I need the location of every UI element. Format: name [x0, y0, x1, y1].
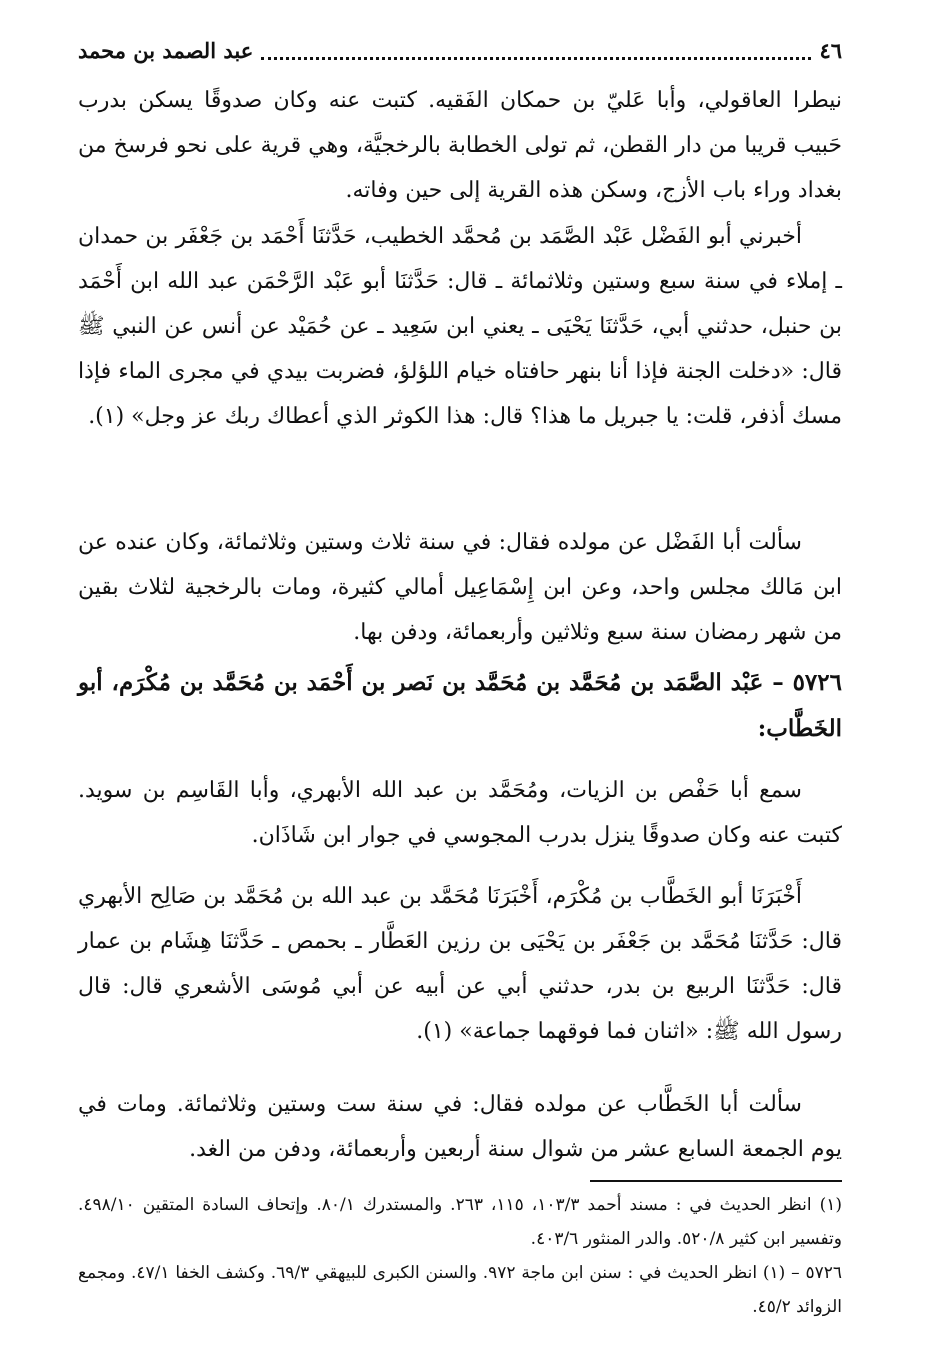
footnote-1: (١) انظر الحديث في : مسند أحمد ١٠٣/٣، ١١٥، ٢٦٣. والمستدرك ٨٠/١. وإتحاف السادة المتقين ٤٩٨/١٠. وتفسير ابن كثير ٥٢٠/٨. والدر المنثور ٤٠٣/٦.: [78, 1195, 843, 1249]
paragraph-entry-5726-bio: سمع أبا حَفْص بن الزيات، ومُحَمَّد بن عبد الله الأبهري، وأبا القَاسِم بن سويد. كتبت عنه وكان صدوقًا ينزل بدرب المجوسي في جوار ابن شَاذَان.: [78, 778, 842, 848]
page-number: ٤٦: [819, 37, 842, 63]
header-dot-leader: [261, 41, 811, 60]
entry-heading-5726: ٥٧٢٦ – عَبْد الصَّمَد بن مُحَمَّد بن مُحَمَّد بن نَصر بن أَحْمَد بن مُحَمَّد بن مُكْرَم، أبو الخَطَّاب:: [78, 669, 842, 742]
paragraph-hadith-chain-2: أَخْبَرَنَا أبو الخَطَّاب بن مُكْرَم، أَخْبَرَنَا مُحَمَّد بن عبد الله بن مُحَمَّد بن صَالِح الأبهري قال: حَدَّثنَا مُحَمَّد بن جَعْفَر بن يَحْيَى بن رزين العَطَّار ـ بحمص ـ حَدَّثنَا هِشَام بن عمار قال: حَدَّثنَا الربيع بن بدر، حدثني أبي عن أبيه عن أبي مُوسَى الأشعري قال: قال رسول الله ﷺ: «اثنان فما فوقهما جماعة» (١).: [78, 884, 842, 1044]
running-header: [78, 30, 842, 70]
paragraph-hadith-chain-1: أخبرني أبو الفَضْل عَبْد الصَّمَد بن مُحمَّد الخطيب، حَدَّثنَا أَحْمَد بن جَعْفَر بن حمدان ـ إملاء في سنة سبع وستين وثلاثمائة ـ قال: حَدَّثنَا أبو عَبْد الرَّحْمَن عبد الله ابن أَحْمَد بن حنبل، حدثني أبي، حَدَّثنَا يَحْيَى ـ يعني ابن سَعِيد ـ عن حُمَيْد عن أنس عن النبي ﷺ قال: «دخلت الجنة فإذا أنا بنهر حافتاه خيام اللؤلؤ، فضربت بيدي في مجرى الماء فإذا مسك أذفر، قلت: يا جبريل ما هذا؟ قال: هذا الكوثر الذي أعطاك ربك عز وجل» (١).: [78, 224, 842, 429]
running-title: عبد الصمد بن محمد: [78, 37, 254, 63]
footnote-5726-1: ٥٧٢٦ – (١) انظر الحديث في : سنن ابن ماجة ٩٧٢. والسنن الكبرى للبيهقي ٦٩/٣. وكشف الخفا ٤٧/١. ومجمع الزوائد ٤٥/٢.: [78, 1263, 842, 1317]
paragraph-birth-death-1: سألت أبا الفَضْل عن مولده فقال: في سنة ثلاث وستين وثلاثمائة، وكان عنده عن ابن مَالك مجلس واحد، وعن ابن إِسْمَاعِيل أمالي كثيرة، ومات بالرخجية لثلاث بقين من شهر رمضان سنة سبع وثلاثين وأربعمائة، ودفن بها.: [78, 530, 842, 645]
footnote-separator: [590, 1180, 842, 1182]
paragraph-birth-death-2: سألت أبا الخَطَّاب عن مولده فقال: في سنة ست وستين وثلاثمائة. ومات في يوم الجمعة السابع عشر من شوال سنة أربعين وأربعمائة، ودفن من الغد.: [78, 1092, 842, 1162]
paragraph-biography-continuation: نيطرا العاقولي، وأبا عَليّ بن حمكان الفَقيه. كتبت عنه وكان صدوقًا يسكن بدرب حَبيب قريبا من دار القطن، ثم تولى الخطابة بالرخجيَّة، وهي قرية على نحو فرسخ من بغداد وراء باب الأزج، وسكن هذه القرية إلى حين وفاته.: [78, 88, 842, 203]
